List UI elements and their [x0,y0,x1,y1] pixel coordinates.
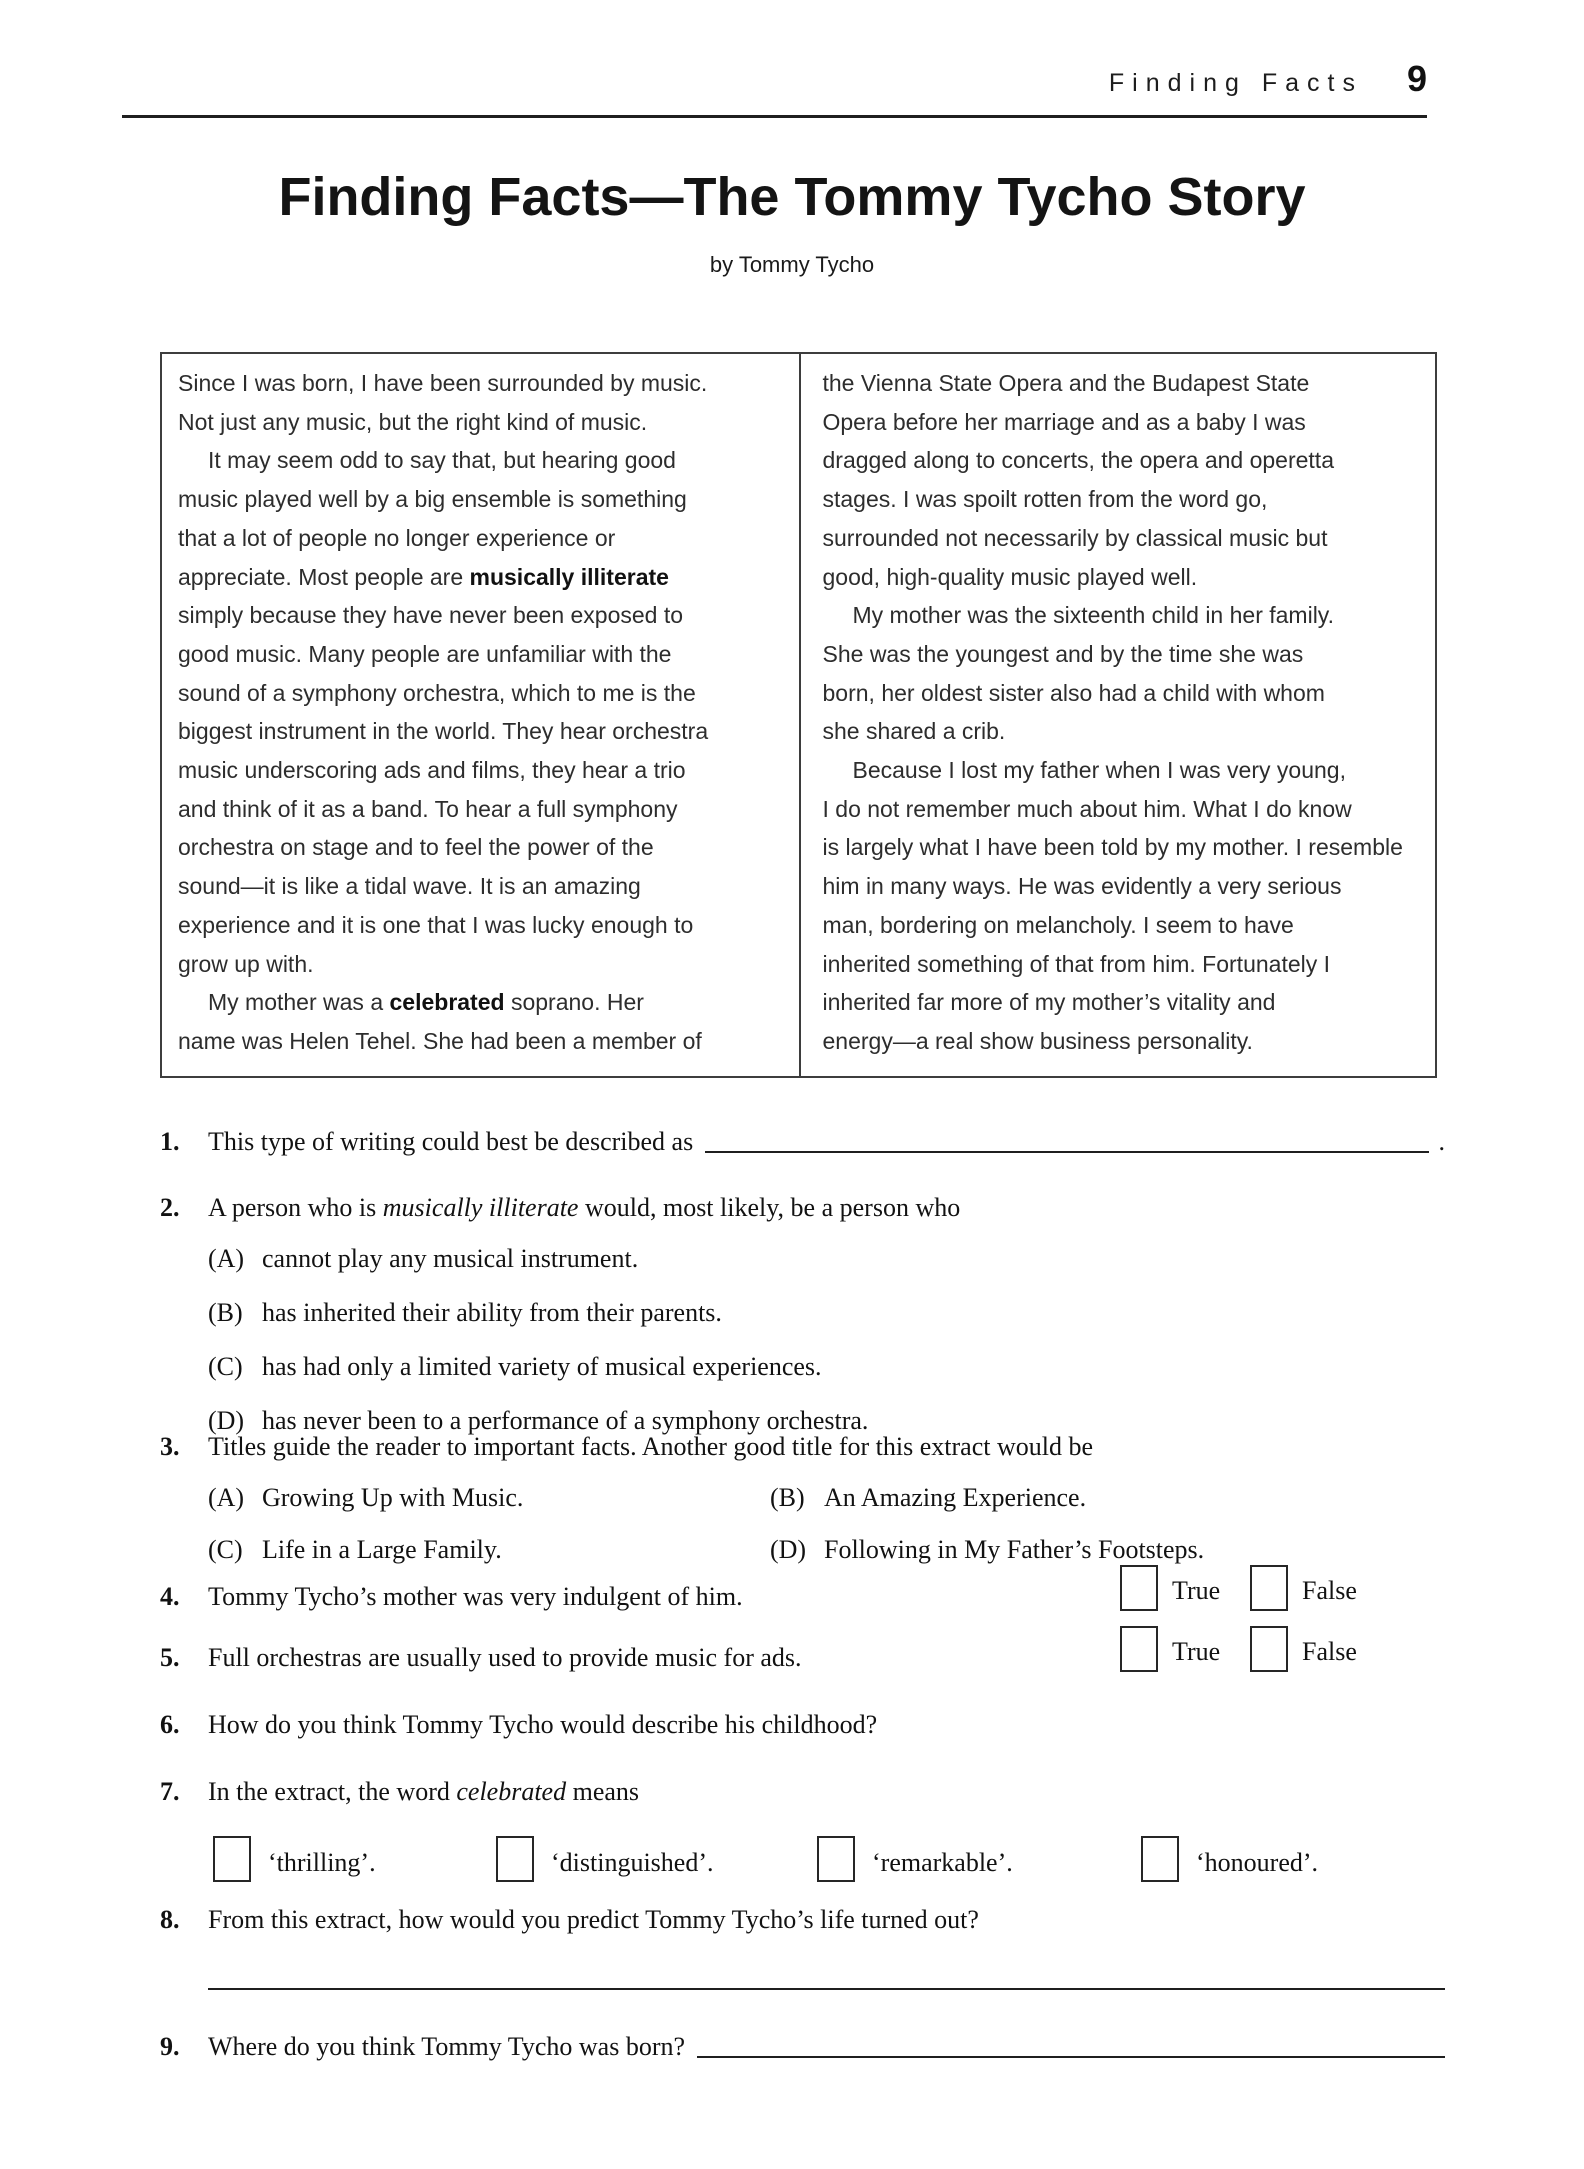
option-letter: (C) [208,1352,243,1381]
extract-line: Opera before her marriage and as a baby I was [822,408,1306,435]
extract-line: orchestra on stage and to feel the power of the [178,834,654,861]
question-3-option-a[interactable] [208,1477,770,1519]
question-7-text-pre: In the extract, the word [208,1777,457,1806]
extract-line: she shared a crib. [822,718,1006,745]
option-text: Growing Up with Music. [262,1483,524,1512]
header-section-title: Finding Facts [1108,69,1363,97]
question-9 [160,2031,1445,2063]
question-8 [160,1904,1445,1936]
question-6 [160,1709,1445,1741]
extract-box [160,352,1437,1078]
question-1-suffix: . [1438,1127,1445,1156]
extract-line: him in many ways. He was evidently a very serious [822,873,1342,900]
question-2-option-a[interactable] [208,1237,1445,1280]
extract-line: My mother was the sixteenth child in her family. [852,602,1334,629]
extract-line: appreciate. Most people are musically illiterate [178,563,669,590]
option-text: ‘distinguished’. [551,1848,714,1877]
extract-line: inherited far more of my mother’s vitality and [822,989,1276,1016]
extract-line: She was the youngest and by the time she was [822,640,1304,667]
question-4-number: 4. [160,1582,180,1611]
question-4-text: Tommy Tycho’s mother was very indulgent of him. [208,1582,743,1611]
option-text: has inherited their ability from their parents. [262,1298,722,1327]
question-5-false-checkbox[interactable] [1250,1626,1288,1672]
page-title: Finding Facts—The Tommy Tycho Story [278,167,1306,227]
question-5-true-false [1120,1626,1357,1672]
question-3-number: 3. [160,1432,180,1461]
question-7-text-post: means [566,1777,640,1806]
extract-line: experience and it is one that I was lucky enough to [178,911,694,938]
extract-line: Because I lost my father when I was very young, [852,757,1346,784]
question-8-text: From this extract, how would you predict Tommy Tycho’s life turned out? [208,1905,979,1934]
extract-line: man, bordering on melancholy. I seem to have [822,911,1294,938]
question-1-text: This type of writing could best be described as [208,1127,694,1156]
extract-line: inherited something of that from him. Fortunately I [822,950,1331,977]
question-7-text [208,1776,1445,1808]
question-5-text: Full orchestras are usually used to provide music for ads. [208,1643,802,1672]
option-text: has had only a limited variety of musical experiences. [262,1352,822,1381]
question-3-option-c[interactable] [208,1529,770,1571]
extract-line: is largely what I have been told by my mother. I resemble [822,834,1403,861]
option-letter: (D) [208,1406,245,1435]
extract-line: simply because they have never been exposed to [178,602,684,629]
question-1-answer-line[interactable] [705,1126,1428,1153]
extract-line: born, her oldest sister also had a child with whom [822,679,1325,706]
extract-line: music played well by a big ensemble is something [178,486,687,513]
question-1 [160,1126,1445,1158]
option-letter: (D) [770,1535,807,1564]
extract-line: Since I was born, I have been surrounded by music. [178,370,708,396]
extract-line: I do not remember much about him. What I do know [822,795,1352,822]
question-5-true-checkbox[interactable] [1120,1626,1158,1672]
question-4-false-label: False [1302,1576,1357,1605]
question-7-option-honoured [1141,1836,1318,1882]
extract-line: sound—it is like a tidal wave. It is an amazing [178,873,641,900]
byline: by Tommy Tycho [709,252,875,277]
extract-right-column [799,354,1436,1076]
extract-line: It may seem odd to say that, but hearing good [208,447,676,474]
question-1-number: 1. [160,1127,180,1156]
option-letter: (A) [208,1483,245,1512]
question-3-text: Titles guide the reader to important facts. Another good title for this extract would be [208,1432,1094,1461]
extract-line: My mother was a celebrated soprano. Her [208,989,644,1016]
question-4-true-label: True [1172,1576,1221,1605]
question-4 [160,1576,1445,1613]
extract-line: that a lot of people no longer experience or [178,524,616,551]
question-9-text: Where do you think Tommy Tycho was born? [208,2032,686,2061]
question-2-text-italic: musically illiterate [382,1193,579,1222]
option-letter: (B) [770,1483,805,1512]
option-text: has never been to a performance of a symphony orchestra. [262,1406,869,1435]
question-5 [160,1637,1445,1674]
option-text: ‘honoured’. [1196,1848,1319,1877]
question-7-checkbox-honoured[interactable] [1141,1836,1179,1882]
header-page-number: 9 [1406,58,1427,99]
question-7-checkbox-distinguished[interactable] [496,1836,534,1882]
question-3-option-b[interactable] [770,1477,1445,1519]
question-6-number: 6. [160,1710,180,1739]
option-text: An Amazing Experience. [824,1483,1087,1512]
extract-line: surrounded not necessarily by classical music but [822,524,1328,551]
question-7-checkbox-remarkable[interactable] [817,1836,855,1882]
option-letter: (B) [208,1298,243,1327]
option-text: cannot play any musical instrument. [262,1244,639,1273]
option-text: Following in My Father’s Footsteps. [824,1535,1205,1564]
extract-line: energy—a real show business personality. [822,1027,1253,1054]
question-7-option-remarkable [817,1836,1013,1882]
question-4-true-false [1120,1565,1357,1611]
extract-line: good, high-quality music played well. [822,563,1198,590]
question-3 [160,1431,1445,1571]
extract-line: dragged along to concerts, the opera and operetta [822,447,1334,474]
extract-line: and think of it as a band. To hear a full symphony [178,795,678,822]
extract-line: grow up with. [178,950,314,977]
question-2-text-pre: A person who is [208,1193,383,1222]
question-7-number: 7. [160,1777,180,1806]
extract-line: biggest instrument in the world. They hear orchestra [178,718,709,745]
question-7-checkbox-thrilling[interactable] [213,1836,251,1882]
extract-line: stages. I was spoilt rotten from the word go, [822,486,1268,513]
extract-left-column [162,354,799,1076]
question-7 [160,1776,1445,1896]
question-2 [160,1192,1445,1442]
question-8-answer-line[interactable] [208,1988,1445,1990]
question-9-number: 9. [160,2032,180,2061]
question-2-option-c[interactable] [208,1345,1445,1388]
question-4-true-checkbox[interactable] [1120,1565,1158,1611]
question-7-text-italic: celebrated [456,1777,567,1806]
question-2-number: 2. [160,1193,180,1222]
extract-line: the Vienna State Opera and the Budapest State [822,370,1310,396]
option-text: Life in a Large Family. [262,1535,502,1564]
question-6-text: How do you think Tommy Tycho would describe his childhood? [208,1710,878,1739]
option-letter: (A) [208,1244,245,1273]
question-2-text [208,1192,1445,1224]
question-7-options-row [208,1836,1445,1896]
extract-line: Not just any music, but the right kind of music. [178,408,648,435]
extract-line: sound of a symphony orchestra, which to me is the [178,679,696,706]
extract-line: good music. Many people are unfamiliar with the [178,640,672,667]
question-2-option-b[interactable] [208,1291,1445,1334]
option-letter: (C) [208,1535,243,1564]
option-text: ‘remarkable’. [872,1848,1013,1877]
question-9-answer-line[interactable] [697,2031,1445,2058]
question-4-false-checkbox[interactable] [1250,1565,1288,1611]
option-text: ‘thrilling’. [268,1848,376,1877]
extract-line: music underscoring ads and films, they hear a trio [178,757,686,784]
question-5-true-label: True [1172,1637,1221,1666]
extract-line: name was Helen Tehel. She had been a member of [178,1027,702,1054]
question-5-number: 5. [160,1643,180,1672]
question-7-option-distinguished [496,1836,714,1882]
page-header [122,58,1427,118]
question-2-text-post: would, most likely, be a person who [578,1193,961,1222]
question-5-false-label: False [1302,1637,1357,1666]
question-8-number: 8. [160,1905,180,1934]
question-7-option-thrilling [213,1836,376,1882]
